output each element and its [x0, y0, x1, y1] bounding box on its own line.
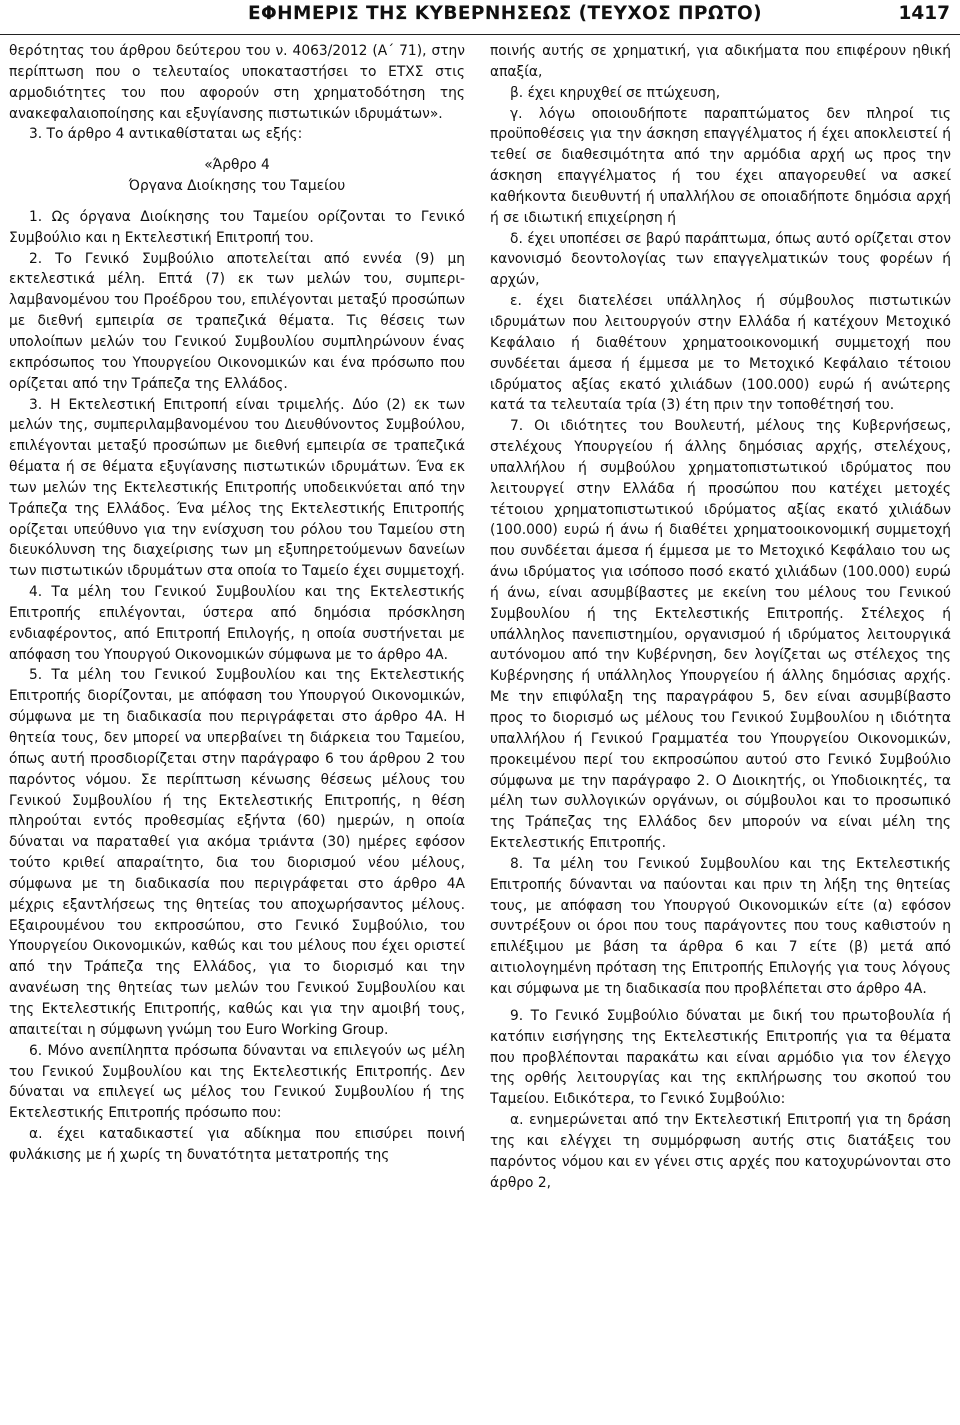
paragraph: ποινής αυτής σε χρηματική, για αδικήματα που επιφέρουν ηθική απαξία, [490, 43, 951, 80]
paragraph: α. έχει καταδικαστεί για αδίκημα που επισύρει ποινή φυλάκισης με ή χωρίς τη δυνατότητα μετατροπής της [9, 1126, 465, 1163]
paragraph: 5. Τα μέλη του Γενικού Συμβουλίου και της Εκτελεστικής Επιτροπής διορίζονται, με απόφαση του Υπουργού Οικονομικών, σύμφωνα με τη διαδικασία που περιγράφεται στο άρθρο 4Α. Η θητεία τους, δεν μπορεί να υπερβαίνει τη διάρκεια του Ταμείου, όπως αυτή προσδιορίζεται στην παράγραφο 6 του άρθρου 2 του παρόντος νόμου. Σε περίπτωση κένωσης θέσεως μέλους του Γενικού Συμβουλίου ή της Εκτελεστικής Επιτροπής, η θέση πληρούται εντός προθεσμίας εξήντα (60) ημερών, η οποία δύναται να παραταθεί για ακόμα τριάντα (30) ημέρες εφόσον τούτο κριθεί απαραίτητο, δια του διορισμού νέου μέλους, σύμφωνα με τη διαδικασία που περιγράφεται στο άρθρο 4Α μέχρις εξαντλήσεως της θητείας του αποχωρήσαντος μέλους. Εξαιρουμένου του εκπροσώπου, στο Γενικό Συμβούλιο, του Υπουργείου Οικονομικών, καθώς και του μέλους που έχει οριστεί από την Τράπεζα της Ελλάδος, για το διορισμό και την ανανέωση της θητείας των μελών του Γενικού Συμβουλίου και της Εκτελεστικής Επιτροπής, καθώς και για την αμοιβή τους, απαιτείται η σύμφωνη γνώμη του Euro Working Group. [9, 667, 465, 1038]
paragraph: γ. λόγω οποιουδήποτε παραπτώματος δεν πληροί τις προϋποθέσεις για την άσκηση επαγγέλματος ή έχει αποκλειστεί ή τεθεί σε διαθεσιμότητα από την αρμόδια αρχή ως προς την άσκηση επαγγέλματος ή του έχει απαγορευθεί να ασκεί καθήκοντα διευθυντή ή υπαλλήλου σε οποιαδήποτε δημόσια αρχή ή σε ιδιωτική επιχείρηση ή [490, 105, 951, 226]
paragraph: 7. Οι ιδιότητες του Βουλευτή, μέλους της Κυβερνήσεως, στελέχους Υπουργείου ή άλλης δημόσιας αρχής, στελέχους, υπαλλήλου ή συμβούλου χρηματοπιστωτικού ιδρύματος που λειτουργεί στην Ελλάδα ή προσώπου που κατέχει μετοχές τέτοιου χρηματοπιστωτικού ιδρύματος αξίας εκατό χιλιάδων (100.000) ευρώ ή άνω ή διαθέτει χρηματοοικονομική συμμετοχή που συνδέεται άμεσα ή έμμεσα με το Μετοχικό Κεφάλαιο του ως άνω ιδρύματος για ισόποσο ποσό εκατό χιλιάδων (100.000) ευρώ ή άνω, είναι ασυμβίβαστες με εκείνη του μέλους του Γενικού Συμβουλίου ή της Εκτελεστικής Επιτροπής. Στέλεχος ή υπάλληλος πανεπιστημίου, οργανισμού ή ιδρύματος λειτουργικά αυτόνομου από την Κυβέρνηση, δεν λογίζεται ως στέλεχος της Κυβέρνησης ή υπάλληλος Υπουργείου ή άλλης δημόσιας αρχής. Με την επιφύλαξη της παραγράφου 5, δεν είναι ασυμβίβαστο προς το διορισμό ως μέλους του Γενικού Συμβουλίου η ιδιότητα υπαλλήλου ή Γενικού Γραμματέα του Υπουργείου Οικονομικών, προκειμένου περί του εκπροσώπου αυτού στο Γενικό Συμβούλιο σύμφωνα με την παράγραφο 2. Ο Διοικητής, οι Υποδιοικητές, τα μέλη των συλλογικών οργάνων, οι σύμβουλοι και το προσωπικό της Τράπεζας της Ελλάδος δεν μπορούν να είναι μέλη της Εκτελεστικής Επιτροπής. [490, 418, 951, 852]
paragraph: 3. Η Εκτελεστική Επιτροπή είναι τριμελής. Δύο (2) εκ των μελών της, συμπεριλαμβανομένου του Διευθύνοντος Συμβούλου, επιλέγονται μεταξύ προσώπων με διεθνή εμπειρία σε τραπεζικά θέματα ή σε θέματα εξυγίανσης πιστωτικών ιδρυμάτων. Ένα εκ των μελών της Εκτελεστικής Επιτροπής υποδεικνύεται από την Τράπεζα της Ελλάδος. Ένα μέλος της Εκτελεστικής Επιτροπής ορίζεται υπεύθυνο για την ενίσχυση του ρόλου του Ταμείου στη διευκόλυνση της διαχείρισης των μη εξυπηρετούμενων δανείων των πιστωτικών ιδρυμάτων στα οποία το Ταμείο έχει συμμετοχή. [9, 396, 465, 580]
paragraph: 6. Μόνο ανεπίληπτα πρόσωπα δύνανται να επιλεγούν ως μέλη του Γενικού Συμβουλίου και της Εκτελεστικής Επιτροπής. Δεν δύναται να επιλεγεί ως μέλος του Γενικού Συμβουλίου ή της Εκτελεστικής Επιτροπής πρόσωπο που: [9, 1042, 465, 1122]
paragraph: β. έχει κηρυχθεί σε πτώχευση, [510, 84, 721, 101]
page-number: 1417 [898, 3, 950, 24]
paragraph: 9. Το Γενικό Συμβούλιο δύναται με δική του πρωτοβουλία ή κατόπιν εισήγησης της Εκτελεστικής Επιτροπής για τα θέματα που προβλέπονται παρακάτω και είναι αρμόδιο για τον έλεγχο της ορθής λειτουργίας και της εκπλήρωσης του σκοπού του Ταμείου. Ειδικότερα, το Γενικό Συμβούλιο: [490, 1007, 951, 1108]
paragraph: 3. Το άρθρο 4 αντικαθίσταται ως εξής: [29, 126, 303, 143]
paragraph: 8. Τα μέλη του Γενικού Συμβουλίου και της Εκτελεστικής Επιτροπής δύνανται να παύονται και πριν τη λήξη της θητείας τους, με απόφαση του Υπουργού Οικονομικών είτε (α) εφόσον συντρέξουν οι όροι που τους παράγοντες που τους καθιστούν η επιλέξιμου με βάση τα άρθρα 6 και 7 είτε (β) μετά από αιτιολογημένη πρόταση της Επιτροπής Επιλογής για τους λόγους και σύμφωνα με τη διαδικασία που προβλέπεται στο άρθρο 4Α. [490, 855, 951, 997]
paragraph: 1. Ως όργανα Διοίκησης του Ταμείου ορίζονται το Γενικό Συμβούλιο και η Εκτελεστική Επιτροπή του. [9, 208, 465, 246]
page-header [0, 0, 960, 35]
right-column [490, 41, 951, 1425]
paragraph: δ. έχει υποπέσει σε βαρύ παράπτωμα, όπως αυτό ορίζεται στον κανονισμό δεοντολογίας των επαγγελματικών τους φορέων ή αρχών, [490, 230, 951, 289]
paragraph: α. ενημερώνεται από την Εκτελεστική Επιτροπή για τη δράση της και ελέγχει τη συμμόρφωση αυτής στις διατάξεις του παρόντος νόμου και εν γένει στις αρχές που κατοχυρώνονται στο άρθρο 2, [490, 1112, 951, 1191]
paragraph: ε. έχει διατελέσει υπάλληλος ή σύμβουλος πιστωτικών ιδρυμάτων που λειτουργούν στην Ελλάδα ή κατέχουν Μετοχικό Κεφάλαιο ή διαθέτουν χρηματοοικονομική συμμετοχή που συνδέεται άμεσα ή έμμεσα με το Μετοχικό Κεφάλαιο τέτοιου ιδρύματος αξίας εκατό χιλιάδων (100.000) ευρώ ή ανώτερης κατά τα τελευταία τρία (3) έτη πριν την τοποθέτησή του. [490, 293, 951, 414]
paragraph: 2. Το Γενικό Συμβούλιο αποτελείται από εννέα (9) μη εκτελεστικά μέλη. Επτά (7) εκ των μελών του, συμπεριλαμβανομένου του Προέδρου του, επιλέγονται μεταξύ προσώπων με διεθνή εμπειρία σε τραπεζικά θέματα. Τις θέσεις των υπολοίπων μελών του Γενικού Συμβουλίου συμπληρώνουν ένας εκπρόσωπος του Υπουργείου Οικονομικών και ένα πρόσωπο που ορίζεται από την Τράπεζα της Ελλάδος. [9, 250, 465, 392]
gazette-title: ΕΦΗΜΕΡΙΣ ΤΗΣ ΚΥΒΕΡΝΗΣΕΩΣ (ΤΕΥΧΟΣ ΠΡΩΤΟ) [248, 3, 763, 24]
article-subtitle: Όργανα Διοίκησης του Ταμείου [128, 178, 346, 195]
left-column [9, 41, 465, 1425]
paragraph: 4. Τα μέλη του Γενικού Συμβουλίου και της Εκτελεστικής Επιτροπής επιλέγονται, ύστερα από δημόσια πρόσκληση ενδιαφέροντος, από Επιτροπή Επιλογής, η οποία συστήνεται με απόφαση του Υπουργού Οικονομικών σύμφωνα με το άρθρο 4Α. [9, 584, 465, 663]
paragraph: θερότητας του άρθρου δεύτερου του ν. 4063/2012 (Α΄ 71), στην περίπτωση που ο τελευταίος υποκαταστήσει το ΕΤΧΣ στις αρμοδιότητες του που αφορούν στη χρηματοδότηση της ανακεφαλαιοποίησης και εξυγίανσης πιστωτικών ιδρυμάτων». [9, 43, 465, 122]
article-heading: «Άρθρο 4 [204, 157, 270, 174]
